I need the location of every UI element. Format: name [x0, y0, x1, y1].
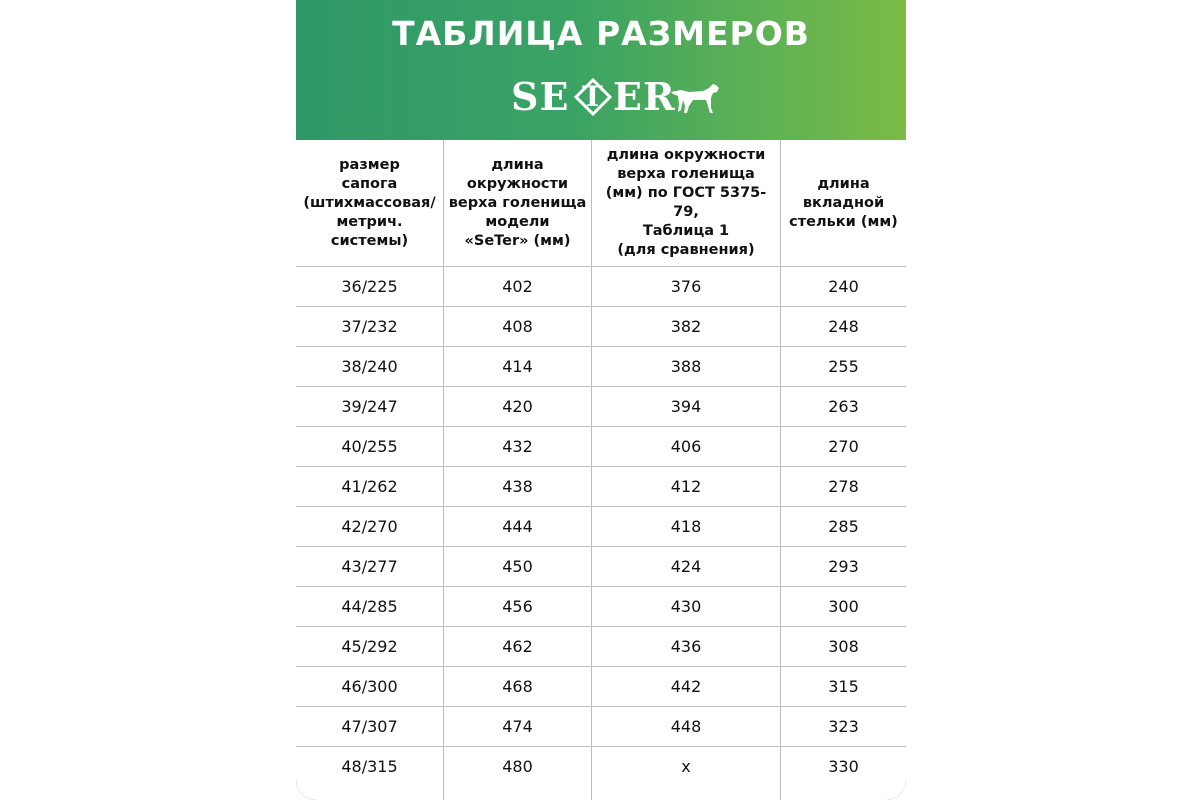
cell-insole-length: 293 [828, 557, 859, 576]
cell-seter-circumference: 432 [502, 437, 533, 456]
cell-seter-circumference: 414 [502, 357, 533, 376]
cell-gost-circumference: 376 [670, 277, 702, 296]
cell-insole-length: 285 [828, 517, 859, 536]
table-row [296, 427, 906, 467]
header-banner [296, 0, 906, 140]
cell-gost-circumference: 448 [670, 717, 702, 736]
pointer-dog-icon [669, 78, 723, 116]
cell-seter-circumference: 450 [502, 557, 533, 576]
cell-boot-size: 44/285 [341, 597, 398, 616]
cell-boot-size: 36/225 [341, 277, 398, 296]
cell-gost-circumference: 412 [670, 477, 702, 496]
cell-seter-circumference: 462 [502, 637, 533, 656]
cell-seter-circumference: 456 [502, 597, 533, 616]
seter-logo [511, 72, 711, 122]
cell-boot-size: 42/270 [341, 517, 398, 536]
cell-gost-circumference: 442 [670, 677, 702, 696]
header-boot-size: размер сапога (штихмассовая/ метрич. системы) [303, 156, 436, 249]
cell-boot-size: 37/232 [341, 317, 398, 336]
cell-insole-length: 308 [828, 637, 859, 656]
table-row [296, 347, 906, 387]
table-row [296, 547, 906, 587]
table-row [296, 747, 906, 787]
cell-insole-length: 248 [828, 317, 859, 336]
cell-gost-circumference: 430 [670, 597, 702, 616]
table-row [296, 467, 906, 507]
header-gost-circumference: длина окружности верха голенища (мм) по ГОСТ 5375-79, Таблица 1 (для сравнения) [605, 147, 767, 258]
cell-insole-length: 278 [828, 477, 859, 496]
cell-gost-circumference: 418 [670, 517, 702, 536]
cell-boot-size: 40/255 [341, 437, 398, 456]
cell-insole-length: 315 [828, 677, 859, 696]
cell-boot-size: 47/307 [341, 717, 398, 736]
cell-gost-circumference: 406 [670, 437, 702, 456]
cell-insole-length: 330 [828, 757, 859, 776]
cell-seter-circumference: 408 [502, 317, 533, 336]
cell-insole-length: 240 [828, 277, 859, 296]
header-seter-circumference: длина окружности верха голенища модели «SeTer» (мм) [448, 156, 587, 249]
table-row [296, 667, 906, 707]
cell-boot-size: 46/300 [341, 677, 398, 696]
cell-boot-size: 48/315 [341, 757, 398, 776]
cell-boot-size: 38/240 [341, 357, 398, 376]
cell-seter-circumference: 480 [502, 757, 533, 776]
cell-boot-size: 41/262 [341, 477, 398, 496]
size-table [296, 140, 906, 800]
table-header-row [296, 140, 906, 267]
cell-seter-circumference: 420 [502, 397, 533, 416]
cell-gost-circumference: x [681, 757, 691, 776]
table-row [296, 387, 906, 427]
cell-boot-size: 43/277 [341, 557, 398, 576]
size-chart-card [296, 0, 906, 800]
cell-gost-circumference: 382 [670, 317, 702, 336]
cell-seter-circumference: 468 [502, 677, 533, 696]
page-title: ТАБЛИЦА РАЗМЕРОВ [392, 14, 810, 53]
cell-gost-circumference: 394 [670, 397, 702, 416]
cell-seter-circumference: 474 [502, 717, 533, 736]
table-row [296, 267, 906, 307]
header-insole-length: длина вкладной стельки (мм) [789, 175, 898, 230]
cell-seter-circumference: 444 [502, 517, 533, 536]
cell-insole-length: 263 [828, 397, 859, 416]
cell-insole-length: 270 [828, 437, 859, 456]
cell-insole-length: 300 [828, 597, 859, 616]
cell-gost-circumference: 424 [670, 557, 702, 576]
logo-text-middle: T [582, 80, 604, 113]
table-row [296, 707, 906, 747]
table-row [296, 307, 906, 347]
logo-text-left: SE [511, 74, 570, 119]
cell-insole-length: 255 [828, 357, 859, 376]
cell-seter-circumference: 402 [502, 277, 533, 296]
table-row [296, 627, 906, 667]
logo-text-right: ER [613, 74, 676, 119]
cell-boot-size: 39/247 [341, 397, 398, 416]
table-row [296, 587, 906, 627]
cell-gost-circumference: 388 [670, 357, 702, 376]
cell-boot-size: 45/292 [341, 637, 398, 656]
cell-seter-circumference: 438 [502, 477, 533, 496]
cell-gost-circumference: 436 [670, 637, 702, 656]
table-row [296, 507, 906, 547]
cell-insole-length: 323 [828, 717, 859, 736]
